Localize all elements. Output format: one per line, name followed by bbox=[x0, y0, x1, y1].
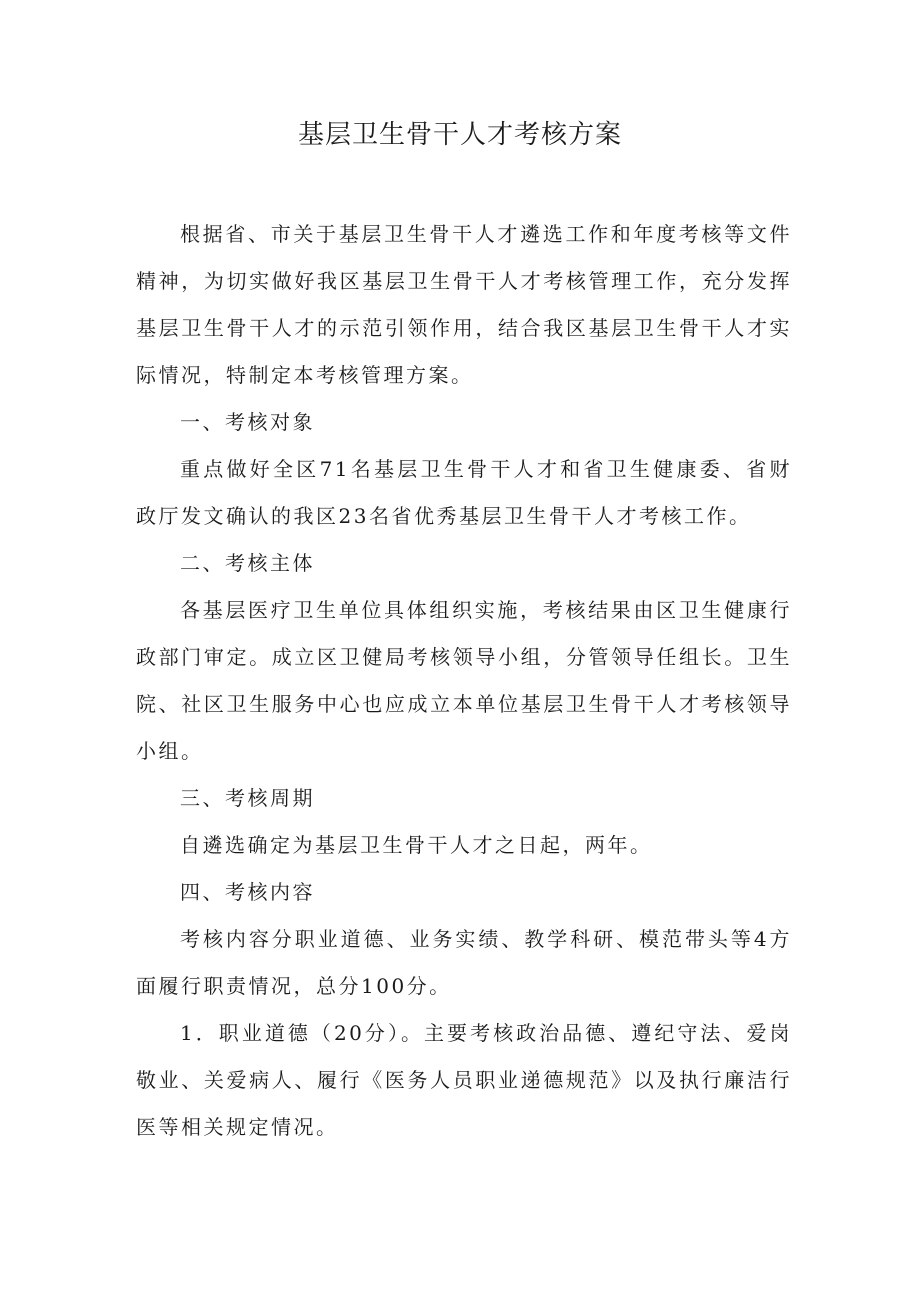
section-heading-assessment-period: 三、考核周期 bbox=[180, 786, 315, 810]
section-heading-assessment-target: 一、考核对象 bbox=[180, 410, 315, 434]
assessment-period-paragraph: 自遴选确定为基层卫生骨干人才之日起，两年。 bbox=[180, 833, 653, 857]
professional-ethics-paragraph: 1．职业道德（20分）。主要考核政治品德、遵纪守法、爱岗敬业、关爱病人、履行《医务人员职业递德规范》以及执行廉洁行医等相关规定情况。 bbox=[136, 1021, 792, 1139]
document-body bbox=[136, 211, 792, 1151]
assessment-target-paragraph: 重点做好全区71名基层卫生骨干人才和省卫生健康委、省财政厅发文确认的我区23名省优秀基层卫生骨干人才考核工作。 bbox=[136, 457, 792, 528]
document-title: 基层卫生骨干人才考核方案 bbox=[297, 120, 622, 150]
assessment-content-paragraph: 考核内容分职业道德、业务实绩、教学科研、模范带头等4方面履行职责情况，总分100分。 bbox=[136, 927, 792, 998]
intro-paragraph: 根据省、市关于基层卫生骨干人才遴选工作和年度考核等文件精神，为切实做好我区基层卫生骨干人才考核管理工作，充分发挥基层卫生骨干人才的示范引领作用，结合我区基层卫生骨干人才实际情况，特制定本考核管理方案。 bbox=[136, 222, 792, 387]
section-heading-assessment-content: 四、考核内容 bbox=[180, 880, 315, 904]
assessment-body-paragraph: 各基层医疗卫生单位具体组织实施，考核结果由区卫生健康行政部门审定。成立区卫健局考核领导小组，分管领导任组长。卫生院、社区卫生服务中心也应成立本单位基层卫生骨干人才考核领导小组。 bbox=[136, 598, 792, 763]
section-heading-assessment-body: 二、考核主体 bbox=[180, 551, 315, 575]
